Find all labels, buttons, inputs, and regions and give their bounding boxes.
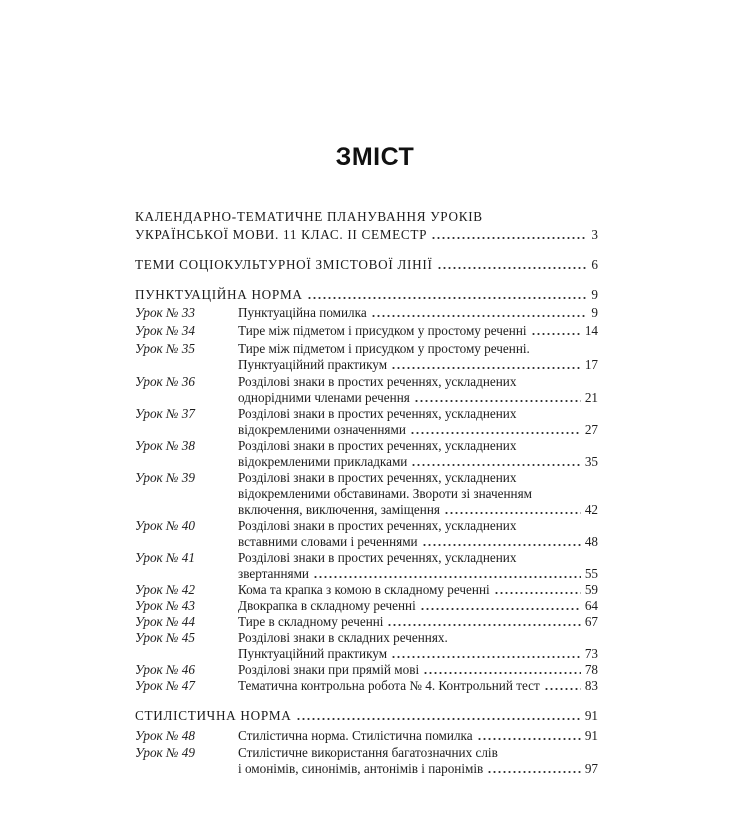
lesson-label: Урок № 46 (135, 662, 195, 677)
dot-leader (411, 463, 580, 467)
toc-entry (238, 662, 598, 678)
page-number: 59 (584, 582, 598, 597)
toc-entry (238, 518, 598, 534)
entry-title: відокремленими обставинами. Звороти зі значенням (238, 486, 533, 501)
entry-title: однорідними членами речення (238, 390, 410, 405)
entry-title: звертаннями (238, 566, 309, 581)
page-title: ЗМІСТ (335, 143, 415, 171)
lesson-label: Урок № 41 (135, 550, 195, 565)
lesson-label: Урок № 44 (135, 614, 195, 629)
section-title: СТИЛІСТИЧНА НОРМА (135, 708, 292, 723)
toc-entry (238, 406, 598, 422)
lesson-label: Урок № 47 (135, 678, 195, 693)
toc-entry (238, 550, 598, 566)
lesson-label: Урок № 49 (135, 745, 195, 760)
toc-entry (238, 438, 598, 454)
dot-leader (487, 770, 581, 774)
toc-entry (238, 598, 598, 614)
entry-title: вставними словами і реченнями (238, 534, 418, 549)
page-number: 91 (584, 728, 598, 743)
lesson-label: Урок № 40 (135, 518, 195, 533)
page-number: 78 (584, 662, 598, 677)
dot-leader (387, 623, 580, 627)
entry-title: Пунктуаційний практикум (238, 357, 388, 372)
toc-section-calendar-line2 (135, 227, 598, 243)
section-title: КАЛЕНДАРНО-ТЕМАТИЧНЕ ПЛАНУВАННЯ УРОКІВ (135, 209, 483, 224)
page-number: 17 (584, 357, 598, 372)
page-number: 27 (584, 422, 598, 437)
toc-section-calendar (135, 209, 598, 225)
toc-entry-continued (238, 454, 598, 470)
dot-leader (544, 687, 581, 691)
entry-title: Розділові знаки в простих реченнях, ускладнених (238, 470, 517, 485)
toc-entry (238, 728, 598, 744)
page-number: 21 (584, 390, 598, 405)
page-number: 42 (584, 502, 598, 517)
entry-title: Розділові знаки в простих реченнях, ускладнених (238, 518, 517, 533)
toc-entry-continued (238, 761, 598, 777)
page-number: 91 (584, 708, 598, 723)
dot-leader (371, 314, 588, 318)
entry-title: Пунктуаційна помилка (238, 305, 367, 320)
dot-leader (296, 717, 581, 721)
lesson-label: Урок № 33 (135, 305, 195, 320)
toc-entry-continued (238, 646, 598, 662)
dot-leader (422, 543, 581, 547)
toc-entry (238, 678, 598, 694)
entry-title: Розділові знаки в простих реченнях, ускладнених (238, 406, 517, 421)
entry-title: Розділові знаки в простих реченнях, ускладнених (238, 550, 517, 565)
entry-title: відокремленими прикладками (238, 454, 408, 469)
entry-title: Тире в складному реченні (238, 614, 384, 629)
lesson-label: Урок № 39 (135, 470, 195, 485)
toc-entry (238, 470, 598, 486)
dot-leader (420, 607, 581, 611)
toc-entry-continued (238, 357, 598, 373)
toc-entry (238, 374, 598, 390)
section-title: ПУНКТУАЦІЙНА НОРМА (135, 287, 303, 302)
entry-title: Двокрапка в складному реченні (238, 598, 416, 613)
entry-title: Тире між підметом і присудком у простому реченні (238, 323, 527, 338)
toc-entry (238, 305, 598, 321)
dot-leader (437, 266, 588, 270)
lesson-label: Урок № 38 (135, 438, 195, 453)
section-title: ТЕМИ СОЦІОКУЛЬТУРНОЇ ЗМІСТОВОЇ ЛІНІЇ (135, 257, 433, 272)
lesson-label: Урок № 37 (135, 406, 195, 421)
dot-leader (391, 655, 581, 659)
dot-leader (313, 575, 581, 579)
entry-title: включення, виключення, заміщення (238, 502, 440, 517)
toc-entry (238, 614, 598, 630)
toc-entry-continued (238, 486, 598, 502)
lesson-label: Урок № 48 (135, 728, 195, 743)
page-number: 35 (584, 454, 598, 469)
dot-leader (410, 431, 581, 435)
toc-entry (238, 323, 598, 339)
entry-title: відокремленими означеннями (238, 422, 406, 437)
page-number: 55 (584, 566, 598, 581)
page-number: 97 (584, 761, 598, 776)
page-number: 83 (584, 678, 598, 693)
toc-entry (238, 582, 598, 598)
page-number: 64 (584, 598, 598, 613)
lesson-label: Урок № 35 (135, 341, 195, 356)
toc-entry-continued (238, 534, 598, 550)
lesson-label: Урок № 42 (135, 582, 195, 597)
toc-entry (238, 341, 598, 357)
toc-entry-continued (238, 422, 598, 438)
entry-title: Стилістичне використання багатозначних слів (238, 745, 498, 760)
toc-entry-continued (238, 390, 598, 406)
lesson-label: Урок № 34 (135, 323, 195, 338)
dot-leader (531, 332, 581, 336)
page-number: 14 (584, 323, 598, 338)
toc-section-sociocultural (135, 257, 598, 273)
dot-leader (431, 236, 587, 240)
entry-title: Стилістична норма. Стилістична помилка (238, 728, 473, 743)
toc-entry (238, 745, 598, 761)
entry-title: Тематична контрольна робота № 4. Контрольний тест (238, 678, 540, 693)
toc-entry-continued (238, 502, 598, 518)
entry-title: Розділові знаки при прямій мові (238, 662, 420, 677)
page-number: 48 (584, 534, 598, 549)
dot-leader (494, 591, 581, 595)
toc-entry-continued (238, 566, 598, 582)
page-number: 6 (591, 257, 598, 272)
lesson-label: Урок № 45 (135, 630, 195, 645)
lesson-label: Урок № 43 (135, 598, 195, 613)
entry-title: Розділові знаки в простих реченнях, ускладнених (238, 438, 517, 453)
entry-title: Кома та крапка з комою в складному реченні (238, 582, 490, 597)
entry-title: Розділові знаки в простих реченнях, ускладнених (238, 374, 517, 389)
page-number: 9 (591, 305, 598, 320)
dot-leader (391, 366, 581, 370)
page-number: 73 (584, 646, 598, 661)
lesson-label: Урок № 36 (135, 374, 195, 389)
page-number: 67 (584, 614, 598, 629)
entry-title: Тире між підметом і присудком у простому реченні. (238, 341, 530, 356)
dot-leader (414, 399, 581, 403)
entry-title: і омонімів, синонімів, антонімів і паронімів (238, 761, 484, 776)
toc-section-stylistic (135, 708, 598, 724)
dot-leader (423, 671, 581, 675)
toc-section-punctuation (135, 287, 598, 303)
entry-title: Розділові знаки в складних реченнях. (238, 630, 448, 645)
page-number: 9 (591, 287, 598, 302)
entry-title: Пунктуаційний практикум (238, 646, 388, 661)
section-title: УКРАЇНСЬКОЇ МОВИ. 11 КЛАС. II СЕМЕСТР (135, 227, 428, 242)
dot-leader (444, 511, 581, 515)
dot-leader (477, 737, 581, 741)
dot-leader (307, 296, 588, 300)
toc-entry (238, 630, 598, 646)
page-number: 3 (591, 227, 598, 242)
